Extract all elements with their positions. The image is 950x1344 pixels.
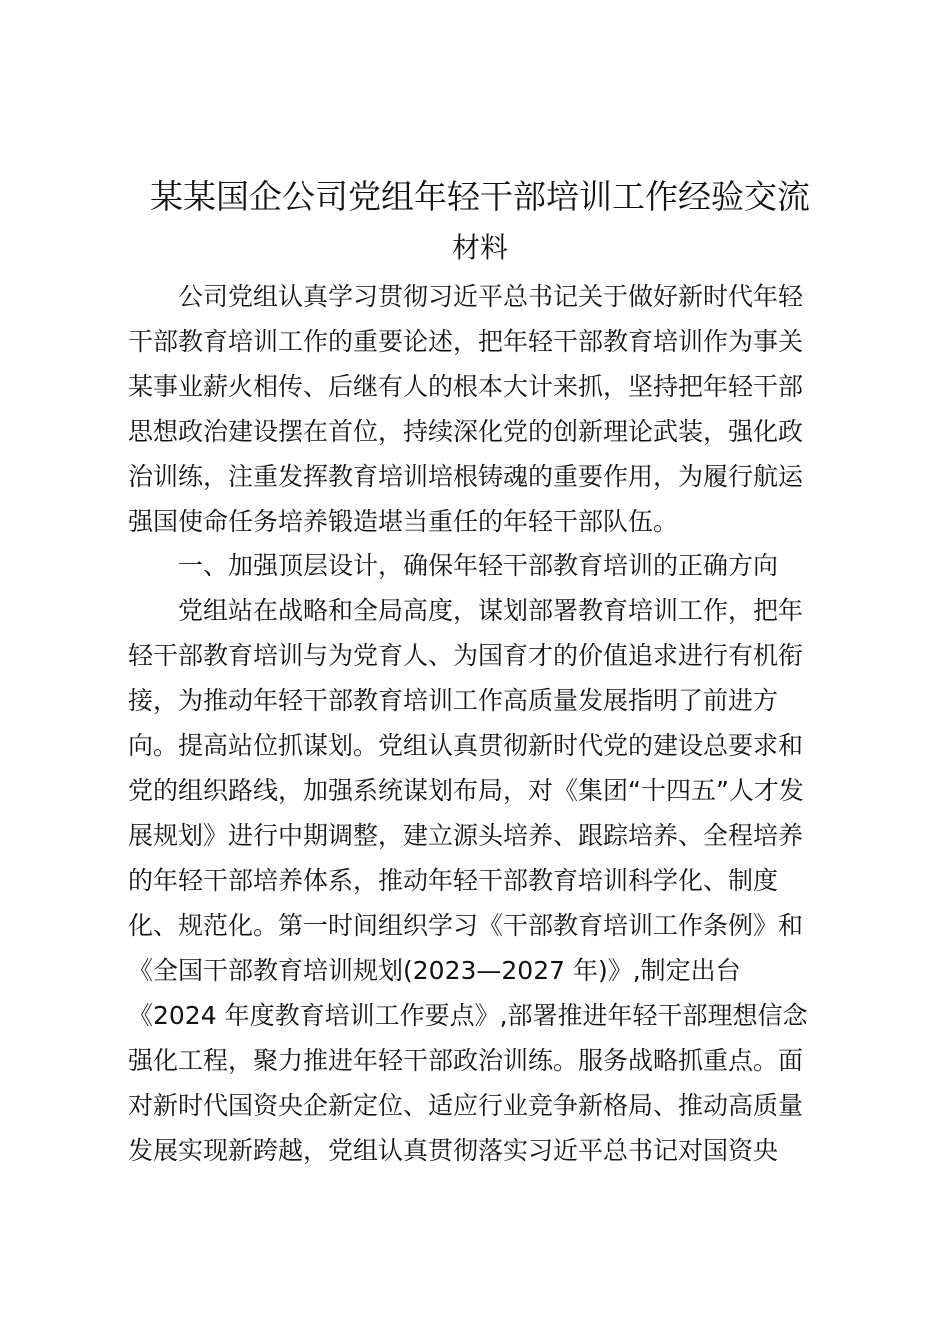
body-line-9: 轻干部教育培训与为党育人、为国育才的价值追求进行有机衔 bbox=[128, 641, 804, 670]
body-line-8: 党组站在战略和全局高度，谋划部署教育培训工作，把年 bbox=[178, 596, 804, 625]
body-line-17: 《2024 年度教育培训工作要点》,部署推进年轻干部理想信念 bbox=[128, 1001, 808, 1030]
body-line-10: 接，为推动年轻干部教育培训工作高质量发展指明了前进方 bbox=[128, 686, 779, 715]
body-line-13: 展规划》进行中期调整，建立源头培养、跟踪培养、全程培养 bbox=[128, 821, 804, 850]
body-line-20: 发展实现新跨越，党组认真贯彻落实习近平总书记对国资央 bbox=[128, 1136, 779, 1165]
body-line-1: 公司党组认真学习贯彻习近平总书记关于做好新时代年轻 bbox=[178, 282, 804, 311]
body-line-3: 某事业薪火相传、后继有人的根本大计来抓，坚持把年轻干部 bbox=[128, 372, 804, 401]
body-line-15: 化、规范化。第一时间组织学习《干部教育培训工作条例》和 bbox=[128, 911, 804, 940]
body-line-2: 干部教育培训工作的重要论述，把年轻干部教育培训作为事关 bbox=[128, 327, 804, 356]
section-heading-1: 一、加强顶层设计，确保年轻干部教育培训的正确方向 bbox=[178, 551, 779, 580]
body-line-16: 《全国干部教育培训规划(2023—2027 年)》,制定出台 bbox=[128, 956, 741, 985]
body-line-11: 向。提高站位抓谋划。党组认真贯彻新时代党的建设总要求和 bbox=[128, 731, 804, 760]
body-line-6: 强国使命任务培养锻造堪当重任的年轻干部队伍。 bbox=[128, 507, 679, 536]
body-line-19: 对新时代国资央企新定位、适应行业竞争新格局、推动高质量 bbox=[128, 1091, 804, 1120]
document-title-line-2: 材料 bbox=[451, 231, 508, 264]
body-line-5: 治训练，注重发挥教育培训培根铸魂的重要作用，为履行航运 bbox=[128, 462, 804, 491]
body-line-14: 的年轻干部培养体系，推动年轻干部教育培训科学化、制度 bbox=[128, 866, 779, 895]
body-line-18: 强化工程，聚力推进年轻干部政治训练。服务战略抓重点。面 bbox=[128, 1046, 804, 1075]
document-title-line-1: 某某国企公司党组年轻干部培训工作经验交流 bbox=[150, 177, 810, 216]
body-line-4: 思想政治建设摆在首位，持续深化党的创新理论武装，强化政 bbox=[128, 417, 804, 446]
body-line-12: 党的组织路线，加强系统谋划布局，对《集团“十四五”人才发 bbox=[128, 776, 804, 805]
